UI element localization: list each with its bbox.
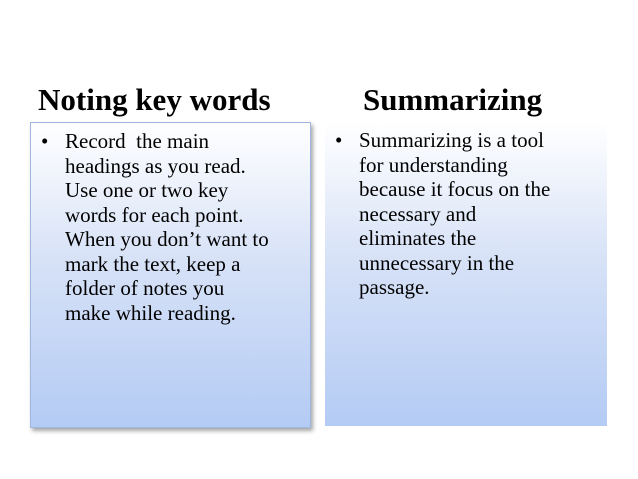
left-line: Use one or two key xyxy=(65,178,229,202)
left-content-box xyxy=(30,122,311,428)
left-bullet-text xyxy=(65,129,298,325)
right-column-title: Summarizing xyxy=(363,82,543,117)
bullet-icon: • xyxy=(41,129,49,153)
left-line: make while reading. xyxy=(65,300,236,325)
right-line: eliminates the xyxy=(359,226,477,250)
left-line: words for each point. xyxy=(65,202,244,227)
bullet-icon: • xyxy=(335,128,343,152)
right-bullet-text xyxy=(359,128,595,300)
right-content-box xyxy=(325,122,607,426)
left-line: folder of notes you xyxy=(65,276,225,300)
left-line: When you don’t want to xyxy=(65,227,269,251)
right-line: for understanding xyxy=(359,152,508,177)
right-line: because it focus on the xyxy=(359,177,551,201)
left-line: Record the main xyxy=(65,129,210,153)
right-line: necessary and xyxy=(359,201,477,226)
right-line: passage. xyxy=(359,275,430,299)
right-line: unnecessary in the xyxy=(359,250,515,275)
left-column-title: Noting key words xyxy=(38,82,271,117)
right-line: Summarizing is a tool xyxy=(359,128,544,152)
left-line: headings as you read. xyxy=(65,153,246,178)
right-bullet-item xyxy=(333,128,595,300)
left-line: mark the text, keep a xyxy=(65,251,241,276)
left-bullet-item xyxy=(39,129,298,325)
